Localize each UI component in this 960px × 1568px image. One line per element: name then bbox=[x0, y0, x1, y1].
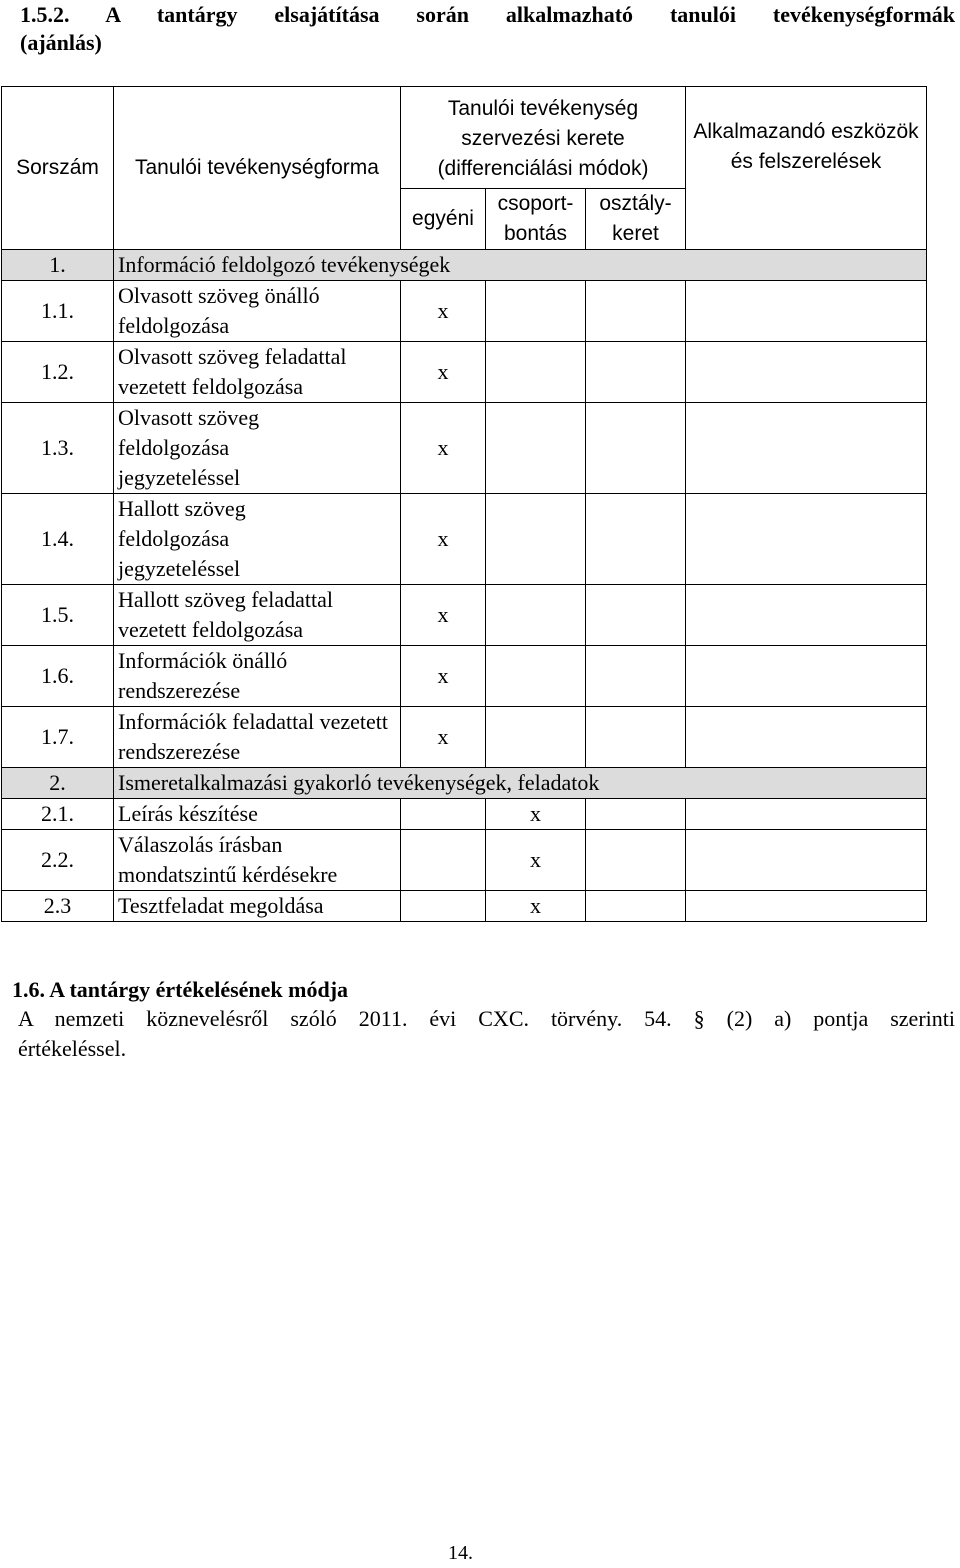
cell-eszkozok bbox=[686, 494, 927, 585]
cell-csoportbontas bbox=[486, 646, 586, 707]
cell-eszkozok bbox=[686, 799, 927, 830]
cell-egyeni bbox=[401, 891, 486, 922]
section-number: 2. bbox=[2, 768, 114, 799]
row-number: 1.6. bbox=[2, 646, 114, 707]
header-sorszam: Sorszám bbox=[2, 87, 114, 250]
row-activity: Leírás készítése bbox=[114, 799, 401, 830]
cell-osztalykeret bbox=[586, 585, 686, 646]
table-row bbox=[2, 646, 927, 707]
table-row bbox=[2, 281, 927, 342]
header-csoportbontas: csoport-bontás bbox=[486, 189, 586, 250]
cell-csoportbontas bbox=[486, 281, 586, 342]
section-number: 1. bbox=[2, 250, 114, 281]
cell-osztalykeret bbox=[586, 707, 686, 768]
row-number: 1.2. bbox=[2, 342, 114, 403]
row-activity: Tesztfeladat megoldása bbox=[114, 891, 401, 922]
cell-egyeni: x bbox=[401, 281, 486, 342]
section-1-6-title: 1.6. A tantárgy értékelésének módja bbox=[12, 977, 349, 1002]
section-heading: 1.5.2. A tantárgy elsajátítása során alkalmazható tanulói tevékenységformák bbox=[20, 2, 955, 27]
cell-egyeni: x bbox=[401, 494, 486, 585]
header-osztalykeret: osztály-keret bbox=[586, 189, 686, 250]
table-row bbox=[2, 891, 927, 922]
evaluation-text-line2: értékeléssel. bbox=[18, 1036, 127, 1061]
section-heading-continued: (ajánlás) bbox=[20, 30, 102, 55]
header-egyeni: egyéni bbox=[401, 189, 486, 250]
row-number: 2.3 bbox=[2, 891, 114, 922]
page-number: 14. bbox=[448, 1542, 473, 1564]
section-row-1 bbox=[2, 250, 927, 281]
cell-csoportbontas bbox=[486, 707, 586, 768]
cell-eszkozok bbox=[686, 281, 927, 342]
cell-osztalykeret bbox=[586, 830, 686, 891]
cell-eszkozok bbox=[686, 707, 927, 768]
header-eszkozok: Alkalmazandó eszközök és felszerelések bbox=[686, 87, 927, 250]
section-title: Ismeretalkalmazási gyakorló tevékenységek, feladatok bbox=[114, 768, 927, 799]
cell-osztalykeret bbox=[586, 281, 686, 342]
cell-eszkozok bbox=[686, 891, 927, 922]
table-row bbox=[2, 403, 927, 494]
table-row bbox=[2, 830, 927, 891]
cell-egyeni: x bbox=[401, 585, 486, 646]
row-number: 1.1. bbox=[2, 281, 114, 342]
header-szervezesi-keret: Tanulói tevékenység szervezési kerete (differenciálási módok) bbox=[401, 87, 686, 189]
cell-osztalykeret bbox=[586, 646, 686, 707]
row-activity: Információk önálló rendszerezése bbox=[114, 646, 401, 707]
cell-osztalykeret bbox=[586, 891, 686, 922]
row-activity: Hallott szöveg feladattal vezetett feldolgozása bbox=[114, 585, 401, 646]
cell-csoportbontas: x bbox=[486, 891, 586, 922]
cell-osztalykeret bbox=[586, 342, 686, 403]
section-title: Információ feldolgozó tevékenységek bbox=[114, 250, 927, 281]
cell-egyeni: x bbox=[401, 707, 486, 768]
row-activity: Olvasott szöveg feldolgozása jegyzeteléssel bbox=[114, 403, 401, 494]
row-activity: Olvasott szöveg feladattal vezetett feldolgozása bbox=[114, 342, 401, 403]
row-activity: Hallott szöveg feldolgozása jegyzeteléssel bbox=[114, 494, 401, 585]
cell-eszkozok bbox=[686, 830, 927, 891]
row-activity: Válaszolás írásban mondatszintű kérdésekre bbox=[114, 830, 401, 891]
header-tevekenysegforma: Tanulói tevékenységforma bbox=[114, 87, 401, 250]
activity-table bbox=[1, 86, 927, 922]
row-number: 1.5. bbox=[2, 585, 114, 646]
cell-eszkozok bbox=[686, 342, 927, 403]
cell-csoportbontas bbox=[486, 585, 586, 646]
table-row bbox=[2, 799, 927, 830]
table-row bbox=[2, 494, 927, 585]
cell-eszkozok bbox=[686, 585, 927, 646]
cell-egyeni: x bbox=[401, 342, 486, 403]
row-number: 2.2. bbox=[2, 830, 114, 891]
cell-csoportbontas bbox=[486, 494, 586, 585]
cell-egyeni: x bbox=[401, 403, 486, 494]
cell-csoportbontas bbox=[486, 403, 586, 494]
cell-csoportbontas: x bbox=[486, 830, 586, 891]
cell-osztalykeret bbox=[586, 494, 686, 585]
cell-eszkozok bbox=[686, 646, 927, 707]
table-row bbox=[2, 342, 927, 403]
cell-egyeni: x bbox=[401, 646, 486, 707]
cell-eszkozok bbox=[686, 403, 927, 494]
cell-osztalykeret bbox=[586, 403, 686, 494]
cell-egyeni bbox=[401, 830, 486, 891]
row-activity: Olvasott szöveg önálló feldolgozása bbox=[114, 281, 401, 342]
cell-osztalykeret bbox=[586, 799, 686, 830]
evaluation-text-line1: A nemzeti köznevelésről szóló 2011. évi CXC. törvény. 54. § (2) a) pontja szerinti bbox=[18, 1006, 955, 1031]
table-header-row bbox=[2, 87, 927, 189]
row-activity: Információk feladattal vezetett rendszerezése bbox=[114, 707, 401, 768]
row-number: 1.7. bbox=[2, 707, 114, 768]
cell-egyeni bbox=[401, 799, 486, 830]
cell-csoportbontas: x bbox=[486, 799, 586, 830]
table-row bbox=[2, 585, 927, 646]
row-number: 1.4. bbox=[2, 494, 114, 585]
table-row bbox=[2, 707, 927, 768]
section-row-2 bbox=[2, 768, 927, 799]
row-number: 1.3. bbox=[2, 403, 114, 494]
cell-csoportbontas bbox=[486, 342, 586, 403]
row-number: 2.1. bbox=[2, 799, 114, 830]
